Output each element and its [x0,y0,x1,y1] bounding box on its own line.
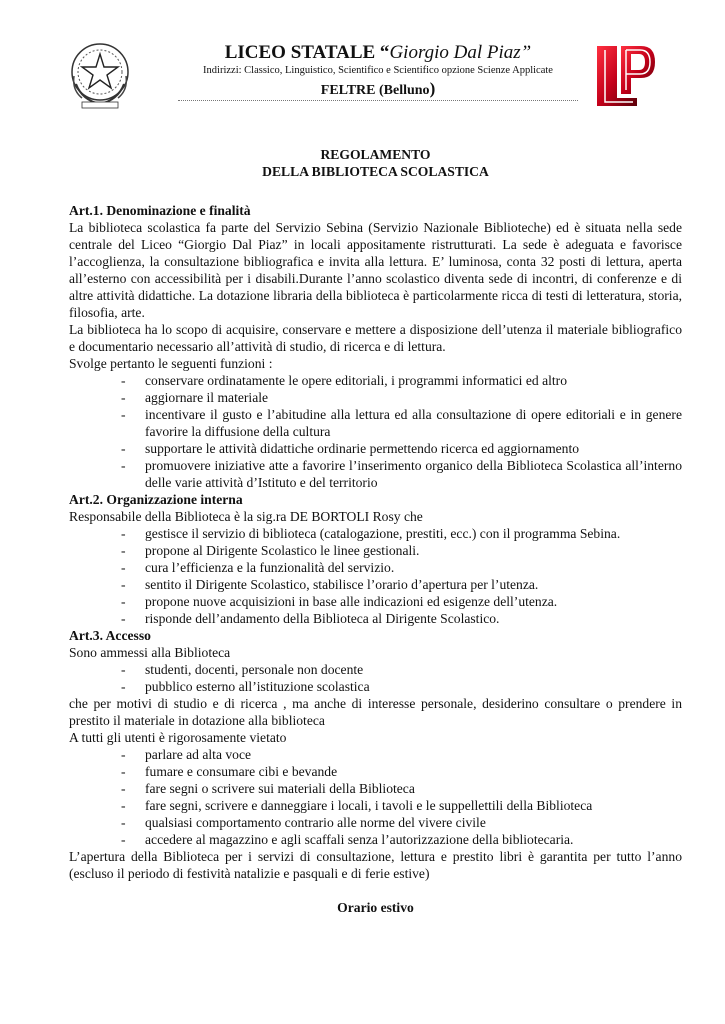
school-name: LICEO STATALE “Giorgio Dal Piaz” [224,42,532,63]
list-item: - fumare e consumare cibi e bevande [69,763,682,780]
list-item: - fare segni o scrivere sui materiali della Biblioteca [69,780,682,797]
orario-estivo-title: Orario estivo [337,900,414,915]
list-item: - gestisce il servizio di biblioteca (catalogazione, prestiti, ecc.) con il programma Sebina. [69,525,682,542]
art3-paragraph-3: L’apertura della Biblioteca per i servizi di consultazione, lettura e prestito libri è garantita per tutto l’anno (escluso il periodo di festività natalizie e pasquali e di ferie estive) [69,849,682,881]
art1-paragraph-2: La biblioteca ha lo scopo di acquisire, conservare e mettere a disposizione dell’utenza il materiale bibliografico e documentario necessario all’attività di studio, di ricerca e di lettura. [69,322,682,354]
list-item: - propone nuove acquisizioni in base alle indicazioni ed esigenze dell’utenza. [69,593,682,610]
document-title-line2: DELLA BIBLIOTECA SCOLASTICA [262,164,489,179]
italian-republic-emblem-icon [68,40,132,110]
art2-duties-list [69,525,682,627]
art1-functions-list [69,372,682,491]
list-item: - promuovere iniziative atte a favorire l’inserimento organico della Biblioteca Scolastica all’interno delle varie attività d’Istituto e del territorio [69,457,682,491]
regulation-document [69,146,682,916]
art3-forbidden-list [69,746,682,848]
art1-paragraph-1: La biblioteca scolastica fa parte del Servizio Sebina (Servizio Nazionale Biblioteche) ed è situata nella sede centrale del Liceo “Giorgio Dal Piaz” in locali appositamente ristrutturati. La sede è adeguata e favorisce l’accoglienza, la consultazione bibliografica e invita alla lettura. E’ luminosa, conta 32 posti di lettura, aperta all’esterno con accessibilità per i disabili.Durante l’anno scolastico diventa sede di incontri, di conferenze e di altre attività didattiche. La dotazione libraria della biblioteca è particolarmente ricca di testi di letteratura, storia, filosofia, arte. [69,220,682,320]
school-city: FELTRE (Belluno) [320,79,436,98]
list-item: - sentito il Dirigente Scolastico, stabilisce l’orario d’apertura per l’utenza. [69,576,682,593]
list-item: - studenti, docenti, personale non docente [69,661,682,678]
list-item: - aggiornare il materiale [69,389,682,406]
art1-heading: Art.1. Denominazione e finalità [69,203,251,218]
list-item: - propone al Dirigente Scolastico le linee gestionali. [69,542,682,559]
list-item: - supportare le attività didattiche ordinarie permettendo ricerca ed aggiornamento [69,440,682,457]
list-item: - qualsiasi comportamento contrario alle norme del vivere civile [69,814,682,831]
school-subtitle: Indirizzi: Classico, Linguistico, Scientifico e Scientifico opzione Scienze Applicate [203,65,553,76]
art3-intro: Sono ammessi alla Biblioteca [69,645,231,660]
header-divider [178,100,578,101]
letterhead [66,40,662,116]
list-item: - accedere al magazzino e agli scaffali senza l’autorizzazione della bibliotecaria. [69,831,682,848]
list-item: - fare segni, scrivere e danneggiare i locali, i tavoli e le suppellettili della Biblioteca [69,797,682,814]
list-item: - conservare ordinatamente le opere editoriali, i programmi informatici ed altro [69,372,682,389]
art1-paragraph-3: Svolge pertanto le seguenti funzioni : [69,356,273,371]
art3-admitted-list [69,661,682,695]
art2-intro: Responsabile della Biblioteca è la sig.ra DE BORTOLI Rosy che [69,509,423,524]
list-item: - risponde dell’andamento della Biblioteca al Dirigente Scolastico. [69,610,682,627]
art3-heading: Art.3. Accesso [69,628,151,643]
list-item: - incentivare il gusto e l’abitudine alla lettura ed alla consultazione di opere editoriali e in genere favorire la diffusione della cultura [69,406,682,440]
art3-paragraph-2: A tutti gli utenti è rigorosamente vietato [69,730,287,745]
school-logo-icon [593,42,657,108]
list-item: - cura l’efficienza e la funzionalità del servizio. [69,559,682,576]
art3-paragraph-1: che per motivi di studio e di ricerca , ma anche di interesse personale, desiderino consultare o prendere in prestito il materiale in dotazione alla biblioteca [69,696,682,728]
letterhead-text [178,40,578,100]
list-item: - pubblico esterno all’istituzione scolastica [69,678,682,695]
list-item: - parlare ad alta voce [69,746,682,763]
art2-heading: Art.2. Organizzazione interna [69,492,243,507]
document-title-line1: REGOLAMENTO [320,147,431,162]
